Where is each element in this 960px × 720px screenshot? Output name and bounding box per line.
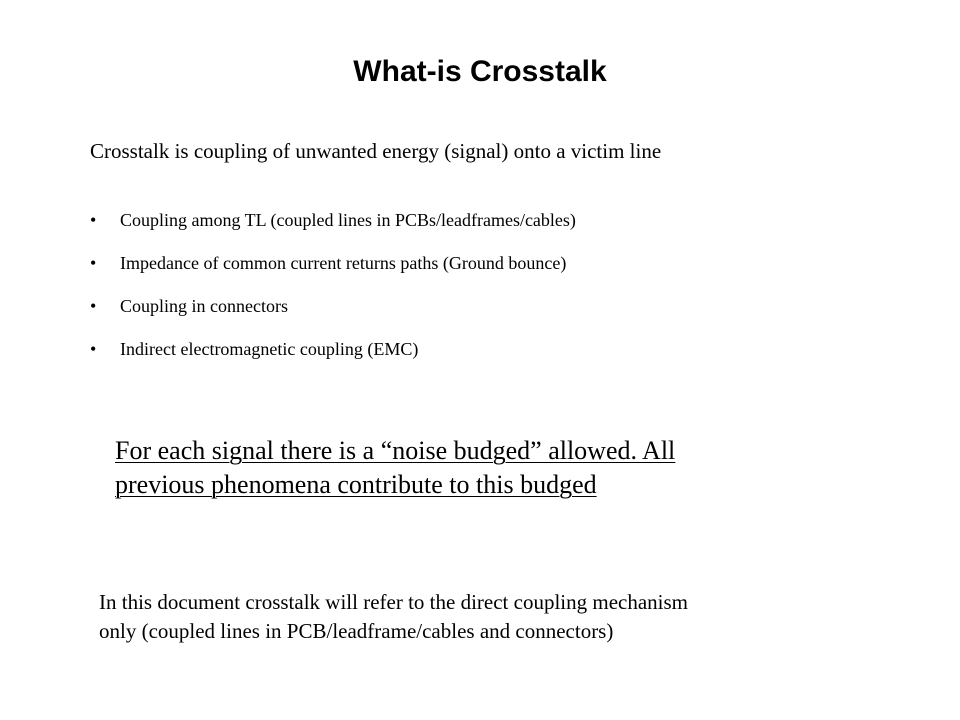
note-line-2: previous phenomena contribute to this budged — [115, 470, 597, 499]
bullet-icon: • — [90, 339, 97, 359]
scope-line-1: In this document crosstalk will refer to the direct coupling mechanism — [99, 590, 689, 614]
bullet-icon: • — [90, 253, 97, 273]
list-item — [90, 333, 576, 376]
scope-line-2: only (coupled lines in PCB/leadframe/cables and connectors) — [99, 619, 614, 643]
scope-note — [99, 588, 879, 646]
bullet-icon: • — [90, 296, 97, 316]
intro-text: Crosstalk is coupling of unwanted energy (signal) onto a victim line — [90, 139, 662, 163]
bullet-text: Coupling in connectors — [120, 296, 288, 316]
noise-budget-note — [115, 434, 835, 502]
bullet-text: Impedance of common current returns paths (Ground bounce) — [120, 253, 567, 273]
list-item — [90, 247, 576, 290]
note-line-1: For each signal there is a “noise budged” allowed. All — [115, 436, 676, 465]
list-item — [90, 204, 576, 247]
bullet-text: Coupling among TL (coupled lines in PCBs/leadframes/cables) — [120, 210, 576, 230]
bullet-icon: • — [90, 210, 97, 230]
slide-title: What-is Crosstalk — [353, 55, 607, 88]
bullet-list — [90, 204, 576, 376]
bullet-text: Indirect electromagnetic coupling (EMC) — [120, 339, 419, 359]
list-item — [90, 290, 576, 333]
